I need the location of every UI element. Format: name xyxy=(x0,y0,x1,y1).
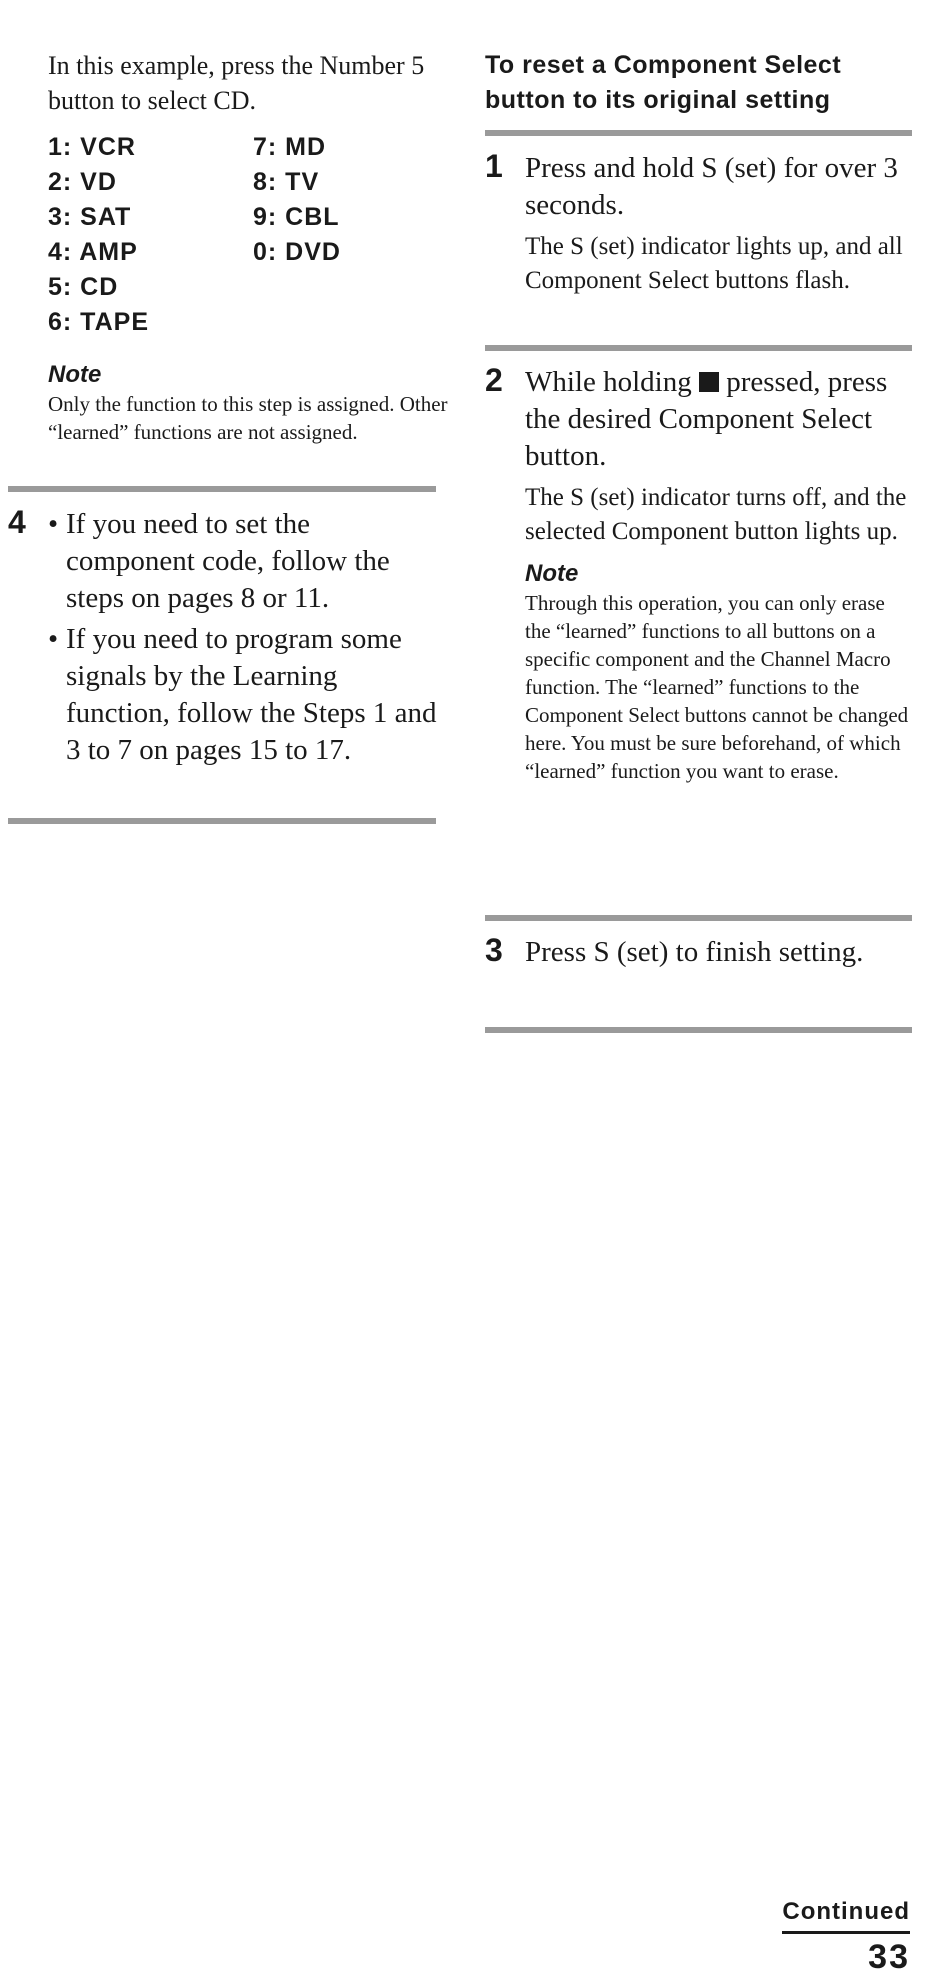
step3 xyxy=(525,934,885,971)
step2-text-after: pressed, press the desired Component Select button. xyxy=(525,366,888,472)
divider xyxy=(8,486,436,492)
step2-detail: The S (set) indicator turns off, and the selected Component button lights up. xyxy=(525,484,907,545)
code-item: 2: VD xyxy=(48,168,117,196)
page-number: 33 xyxy=(868,1938,910,1976)
bullet-text: If you need to program some signals by the Learning function, follow the Steps 1 and 3 to 7 on pages 15 to 17. xyxy=(66,623,437,766)
note-heading: Note xyxy=(525,560,579,587)
note-left xyxy=(48,360,448,446)
note-body: Only the function to this step is assigned. Other “learned” functions are not assigned. xyxy=(48,392,448,444)
step3-text: Press S (set) to finish setting. xyxy=(525,936,864,968)
code-item: 6: TAPE xyxy=(48,308,149,336)
step-number: 3 xyxy=(485,932,503,968)
divider xyxy=(485,130,912,136)
code-item: 7: MD xyxy=(253,133,327,161)
step1-text: Press and hold S (set) for over 3 seconds. xyxy=(525,152,898,221)
code-item: 4: AMP xyxy=(48,238,138,266)
code-item: 1: VCR xyxy=(48,133,136,161)
stop-square-icon xyxy=(699,372,719,392)
note-heading: Note xyxy=(48,361,102,388)
intro-text: In this example, press the Number 5 button to select CD. xyxy=(48,51,425,115)
divider xyxy=(8,818,436,824)
step4-bullet-list xyxy=(48,506,438,773)
code-item: 8: TV xyxy=(253,168,320,196)
step-number: 2 xyxy=(485,362,503,398)
step1 xyxy=(525,150,915,298)
step2-text-before: While holding xyxy=(525,366,692,398)
code-item: 3: SAT xyxy=(48,203,132,231)
step-number: 1 xyxy=(485,148,503,184)
bullet-text: If you need to set the component code, follow the steps on pages 8 or 11. xyxy=(66,508,390,614)
step1-detail: The S (set) indicator lights up, and all Component Select buttons flash. xyxy=(525,233,903,294)
code-item: 9: CBL xyxy=(253,203,340,231)
code-item: 0: DVD xyxy=(253,238,341,266)
step2-text xyxy=(525,364,915,475)
code-item: 5: CD xyxy=(48,273,119,301)
continued-label: Continued xyxy=(782,1897,910,1934)
divider xyxy=(485,345,912,351)
note-body: Through this operation, you can only erase the “learned” functions to all buttons on a specific component and the Channel Macro function. The “learned” functions to the Component Select buttons cannot be changed here. You must be sure beforehand, of which “learned” function you want to erase. xyxy=(525,591,909,783)
divider xyxy=(485,915,912,921)
section-heading: To reset a Component Select button to its original setting xyxy=(485,51,842,114)
step-number: 4 xyxy=(8,504,26,540)
list-item: • If you need to program some signals by the Learning function, follow the Steps 1 and 3 to 7 on pages 15 to 17. xyxy=(48,623,437,766)
step2 xyxy=(525,364,915,785)
list-item: • If you need to set the component code, follow the steps on pages 8 or 11. xyxy=(48,508,390,614)
divider xyxy=(485,1027,912,1033)
